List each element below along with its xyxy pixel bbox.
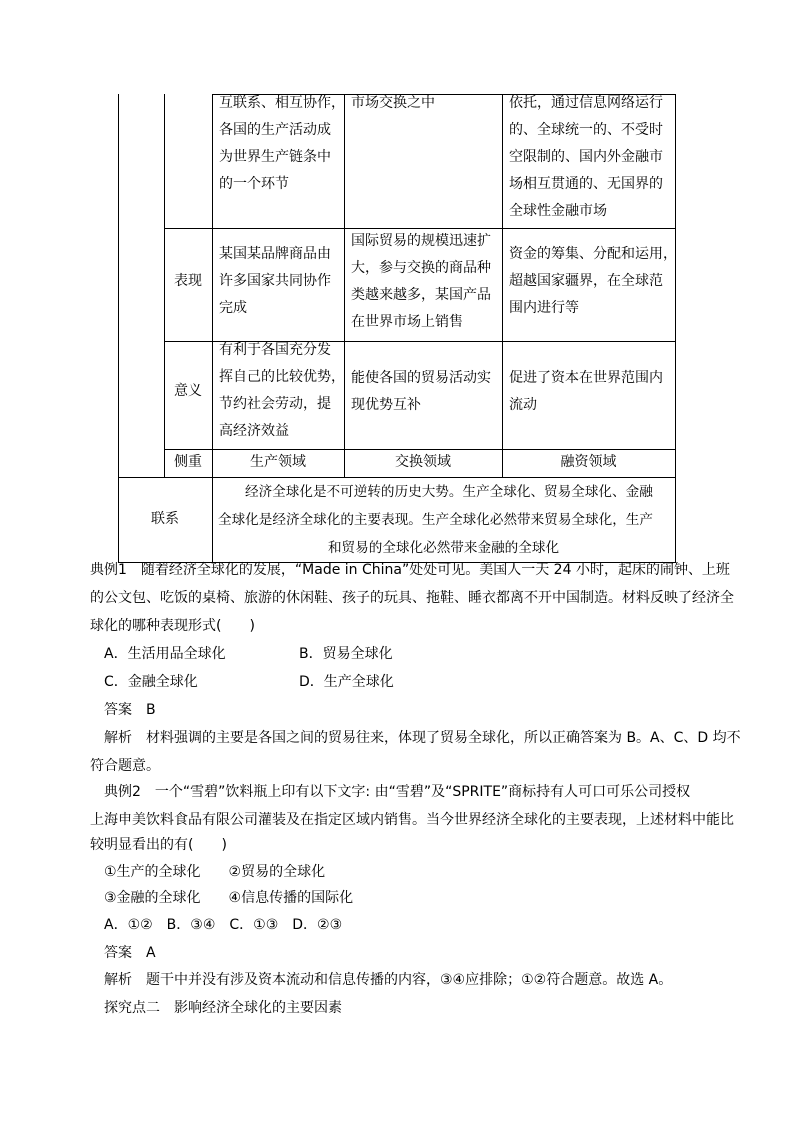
example1-analysis-line: 解析 材料强调的主要是各国之间的贸易往来，体现了贸易全球化，所以正确答案为 B。A、C、D 均不 bbox=[104, 730, 741, 746]
example1-line: 球化的哪种表现形式( ) bbox=[90, 618, 255, 634]
cell-line: 经济全球化是不可逆转的历史大势。生产全球化、贸易全球化、金融 bbox=[245, 484, 653, 500]
cell-line: 的一个环节 bbox=[219, 176, 289, 192]
cell-line: 许多国家共同协作 bbox=[219, 273, 331, 289]
cell-line: 类越来越多，某国产品 bbox=[351, 287, 491, 303]
cell-line: 节约社会劳动，提 bbox=[219, 396, 331, 412]
cell-line: 空限制的、国内外金融市 bbox=[509, 149, 663, 165]
cell-line: 和贸易的全球化必然带来金融的全球化 bbox=[327, 540, 560, 556]
row-label-significance bbox=[164, 378, 212, 405]
cell-line: 高经济效益 bbox=[219, 423, 289, 439]
example2-answer: 答案 A bbox=[104, 945, 156, 961]
cell-text: 生产领域 bbox=[250, 454, 306, 470]
cell-line: 全球化是经济全球化的主要表现。生产全球化必然带来贸易全球化，生产 bbox=[218, 512, 653, 528]
row-label-focus bbox=[164, 449, 212, 476]
example2-item: ③金融的全球化 ④信息传播的国际化 bbox=[104, 890, 354, 906]
cell-focus-trade bbox=[344, 449, 502, 476]
cell-line: 为世界生产链条中 bbox=[219, 149, 331, 165]
example1-line: 典例1 随着经济全球化的发展，“Made in China”处处可见。美国人一天 24 小时，起床的闹钟、上班 bbox=[90, 562, 730, 578]
cell-text: 融资领域 bbox=[560, 454, 617, 470]
cell-finance-row3 bbox=[509, 365, 677, 419]
row-label-text: 表现 bbox=[174, 273, 202, 289]
example2-line: 较明显看出的有( ) bbox=[90, 837, 227, 853]
cell-trade-row1 bbox=[351, 90, 503, 117]
example1-line: 的公文包、吃饭的桌椅、旅游的休闲鞋、孩子的玩具、拖鞋、睡衣都离不开中国制造。材料反映了经济全 bbox=[90, 590, 734, 606]
cell-line: 流动 bbox=[509, 397, 537, 413]
example2-analysis: 解析 题干中并没有涉及资本流动和信息传播的内容，③④应排除；①②符合题意。故选 A。 bbox=[104, 972, 673, 988]
cell-line: 大，参与交换的商品种 bbox=[351, 260, 491, 276]
example2-item: ①生产的全球化 ②贸易的全球化 bbox=[104, 864, 326, 880]
cell-line: 依托，通过信息网络运行 bbox=[509, 95, 663, 111]
cell-line: 超越国家疆界，在全球范 bbox=[509, 273, 663, 289]
row-label-manifestation bbox=[164, 268, 212, 295]
row-label-text: 意义 bbox=[174, 383, 202, 399]
cell-line: 各国的生产活动成 bbox=[219, 122, 331, 138]
cell-line: 能使各国的贸易活动实 bbox=[351, 370, 491, 386]
row-label-text: 联系 bbox=[151, 511, 179, 527]
cell-text: 交换领域 bbox=[395, 454, 451, 470]
cell-line: 的、全球统一的、不受时 bbox=[509, 122, 663, 138]
cell-focus-production bbox=[212, 449, 344, 476]
example1-option-c: C．金融全球化 bbox=[104, 674, 198, 690]
cell-line: 全球性金融市场 bbox=[509, 203, 607, 219]
cell-focus-finance bbox=[502, 449, 675, 476]
cell-line: 挥自己的比较优势， bbox=[219, 369, 345, 385]
example2-line: 上海申美饮料食品有限公司灌装及在指定区域内销售。当今世界经济全球化的主要表现，上述材料中能比 bbox=[90, 812, 734, 828]
cell-line: 围内进行等 bbox=[509, 300, 579, 316]
cell-line: 场相互贯通的、无国界的 bbox=[509, 176, 663, 192]
example1-option-b: B．贸易全球化 bbox=[299, 646, 393, 662]
row-label-relation bbox=[118, 506, 212, 533]
cell-finance-row2 bbox=[509, 241, 677, 322]
cell-trade-row2 bbox=[351, 228, 503, 336]
cell-line: 资金的筹集、分配和运用， bbox=[509, 246, 677, 262]
cell-line: 促进了资本在世界范围内 bbox=[509, 370, 663, 386]
globalization-table bbox=[118, 94, 676, 563]
example1-option-a: A．生活用品全球化 bbox=[104, 646, 226, 662]
cell-line: 现优势互补 bbox=[351, 397, 421, 413]
cell-line: 某国某品牌商品由 bbox=[219, 246, 331, 262]
cell-line: 国际贸易的规模迅速扩 bbox=[351, 233, 491, 249]
cell-production-row3 bbox=[219, 337, 349, 445]
cell-line: 市场交换之中 bbox=[351, 95, 435, 111]
cell-finance-row1 bbox=[509, 90, 677, 225]
example2-line: 典例2 一个“雪碧”饮料瓶上印有以下文字: 由“雪碧”及“SPRITE”商标持有人可口可乐公司授权 bbox=[104, 784, 691, 800]
section-heading: 探究点二 影响经济全球化的主要因素 bbox=[104, 1000, 342, 1016]
example1-answer: 答案 B bbox=[104, 702, 156, 718]
example2-options: A．①② B．③④ C．①③ D．②③ bbox=[104, 917, 343, 933]
cell-relation bbox=[212, 478, 675, 562]
cell-line: 互联系、相互协作， bbox=[219, 95, 345, 111]
cell-production-row2 bbox=[219, 241, 349, 322]
example1-option-d: D．生产全球化 bbox=[299, 674, 394, 690]
cell-line: 完成 bbox=[219, 300, 247, 316]
cell-production-row1 bbox=[219, 90, 349, 198]
cell-trade-row3 bbox=[351, 365, 503, 419]
example1-analysis-line: 符合题意。 bbox=[90, 758, 160, 774]
cell-line: 有利于各国充分发 bbox=[219, 342, 331, 358]
cell-line: 在世界市场上销售 bbox=[351, 314, 463, 330]
row-label-text: 侧重 bbox=[174, 454, 202, 470]
